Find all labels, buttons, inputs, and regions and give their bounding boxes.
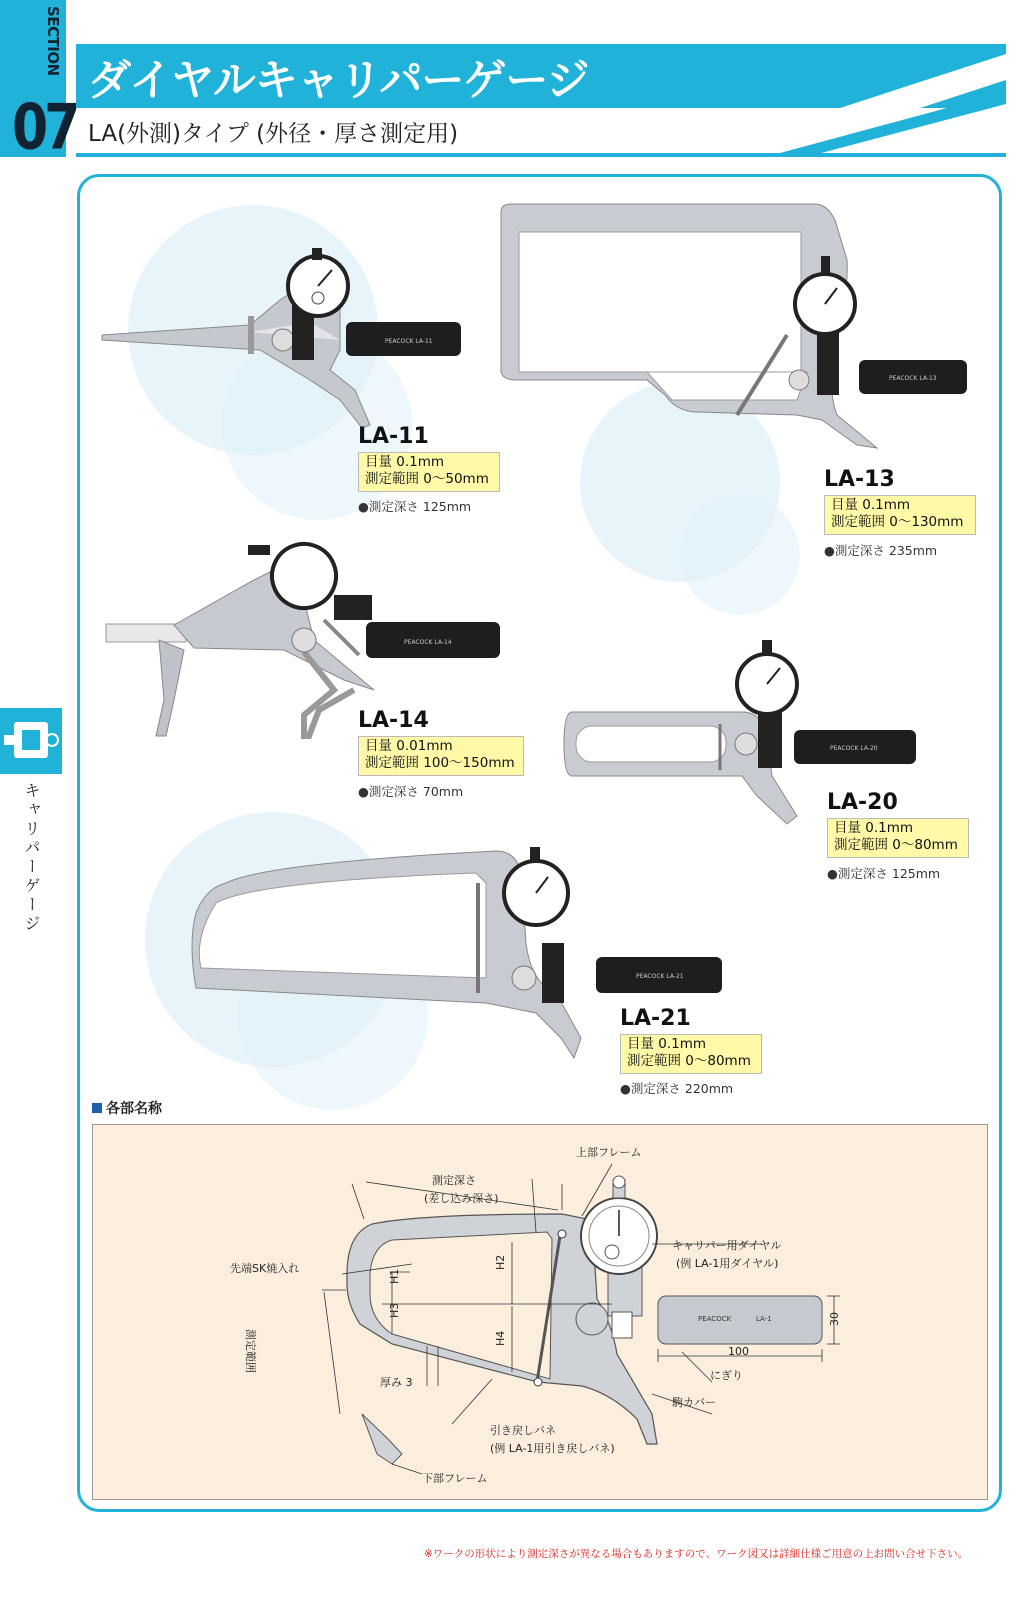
- spec-resolution: 目量 0.1mm: [834, 820, 914, 836]
- label-dial: キャリパー用ダイヤル: [672, 1239, 782, 1252]
- title-stripe-decoration: [720, 44, 1006, 156]
- spec-resolution: 目量 0.01mm: [365, 738, 453, 754]
- parts-heading: [92, 1098, 162, 1118]
- spec-range: 測定範囲 0〜50mm: [365, 471, 489, 487]
- spec-box-la-14: [358, 736, 524, 776]
- la-14-product-image: [104, 540, 504, 740]
- label-upper-frame: 上部フレーム: [576, 1146, 642, 1159]
- page-title: ダイヤルキャリパーゲージ: [88, 56, 589, 106]
- label-h4: H4: [494, 1330, 507, 1346]
- spec-resolution: 目量 0.1mm: [831, 497, 911, 513]
- spec-resolution: 目量 0.1mm: [365, 454, 445, 470]
- model-la-13: LA-13: [824, 467, 895, 492]
- spec-range: 測定範囲 0〜80mm: [627, 1053, 751, 1069]
- label-spring: 引き戻しバネ: [490, 1424, 556, 1437]
- spec-range: 測定範囲 0〜80mm: [834, 837, 958, 853]
- la-13-product-image: [497, 200, 972, 450]
- label-range: 測定範囲: [244, 1329, 257, 1373]
- side-tab: [0, 708, 62, 774]
- heading-square-icon: [92, 1103, 102, 1113]
- bg-circle: [680, 495, 800, 615]
- label-h3: H3: [388, 1302, 401, 1318]
- spec-resolution: 目量 0.1mm: [627, 1036, 707, 1052]
- parts-heading-text: 各部名称: [106, 1101, 162, 1117]
- spec-range: 測定範囲 100〜150mm: [365, 755, 515, 771]
- label-cover: 駒カバー: [672, 1396, 716, 1409]
- label-dial-sub: (例 LA-1用ダイヤル): [676, 1257, 779, 1270]
- diagram-grip-model: LA-1: [756, 1315, 772, 1323]
- depth-la-13: ●測定深さ 235mm: [824, 543, 938, 558]
- label-grip: にぎり: [710, 1369, 743, 1382]
- depth-la-21: ●測定深さ 220mm: [620, 1081, 734, 1096]
- model-la-14: LA-14: [358, 708, 429, 733]
- label-depth-sub: (差し込み深さ): [424, 1192, 499, 1205]
- svg-text:PEACOCK LA-11: PEACOCK LA-11: [385, 338, 433, 345]
- spec-box-la-20: [827, 818, 969, 858]
- page-subtitle: LA(外測)タイプ (外径・厚さ測定用): [88, 121, 459, 147]
- model-la-20: LA-20: [827, 790, 898, 815]
- label-depth: 測定深さ: [432, 1174, 476, 1187]
- label-h1: H1: [388, 1268, 401, 1284]
- caliper-tab-icon: [0, 708, 62, 774]
- subtitle-rule: [76, 153, 1006, 157]
- model-la-11: LA-11: [358, 424, 429, 449]
- spec-box-la-13: [824, 495, 976, 535]
- svg-text:PEACOCK LA-14: PEACOCK LA-14: [404, 639, 452, 646]
- depth-la-11: ●測定深さ 125mm: [358, 499, 472, 514]
- svg-text:PEACOCK LA-13: PEACOCK LA-13: [889, 375, 937, 382]
- spec-box-la-11: [358, 452, 500, 492]
- model-la-21: LA-21: [620, 1006, 691, 1031]
- label-dim-30: 30: [828, 1312, 841, 1326]
- section-label: SECTION: [44, 6, 62, 76]
- diagram-brand-text: PEACOCK: [698, 1315, 732, 1323]
- label-dim-100: 100: [728, 1345, 749, 1358]
- la-11-product-image: [100, 240, 470, 430]
- spec-range: 測定範囲 0〜130mm: [831, 514, 964, 530]
- section-number: 07: [12, 92, 77, 164]
- spec-box-la-21: [620, 1034, 762, 1074]
- svg-text:PEACOCK LA-21: PEACOCK LA-21: [636, 973, 684, 980]
- parts-diagram: [92, 1124, 988, 1500]
- label-h2: H2: [494, 1254, 507, 1270]
- footnote: ※ワークの形状により測定深さが異なる場合もありますので、ワーク図又は詳細仕様ご用意の上お問い合せ下さい。: [424, 1548, 969, 1560]
- label-thickness: 厚み 3: [380, 1376, 413, 1389]
- depth-la-14: ●測定深さ 70mm: [358, 784, 464, 799]
- label-spring-sub: (例 LA-1用引き戻しバネ): [490, 1442, 615, 1455]
- label-lower-frame: 下部フレーム: [422, 1472, 488, 1485]
- svg-text:PEACOCK LA-20: PEACOCK LA-20: [830, 745, 878, 752]
- label-tip: 先端SK焼入れ: [230, 1262, 300, 1275]
- side-tab-label: キャリパーゲージ: [22, 782, 41, 934]
- depth-la-20: ●測定深さ 125mm: [827, 866, 941, 881]
